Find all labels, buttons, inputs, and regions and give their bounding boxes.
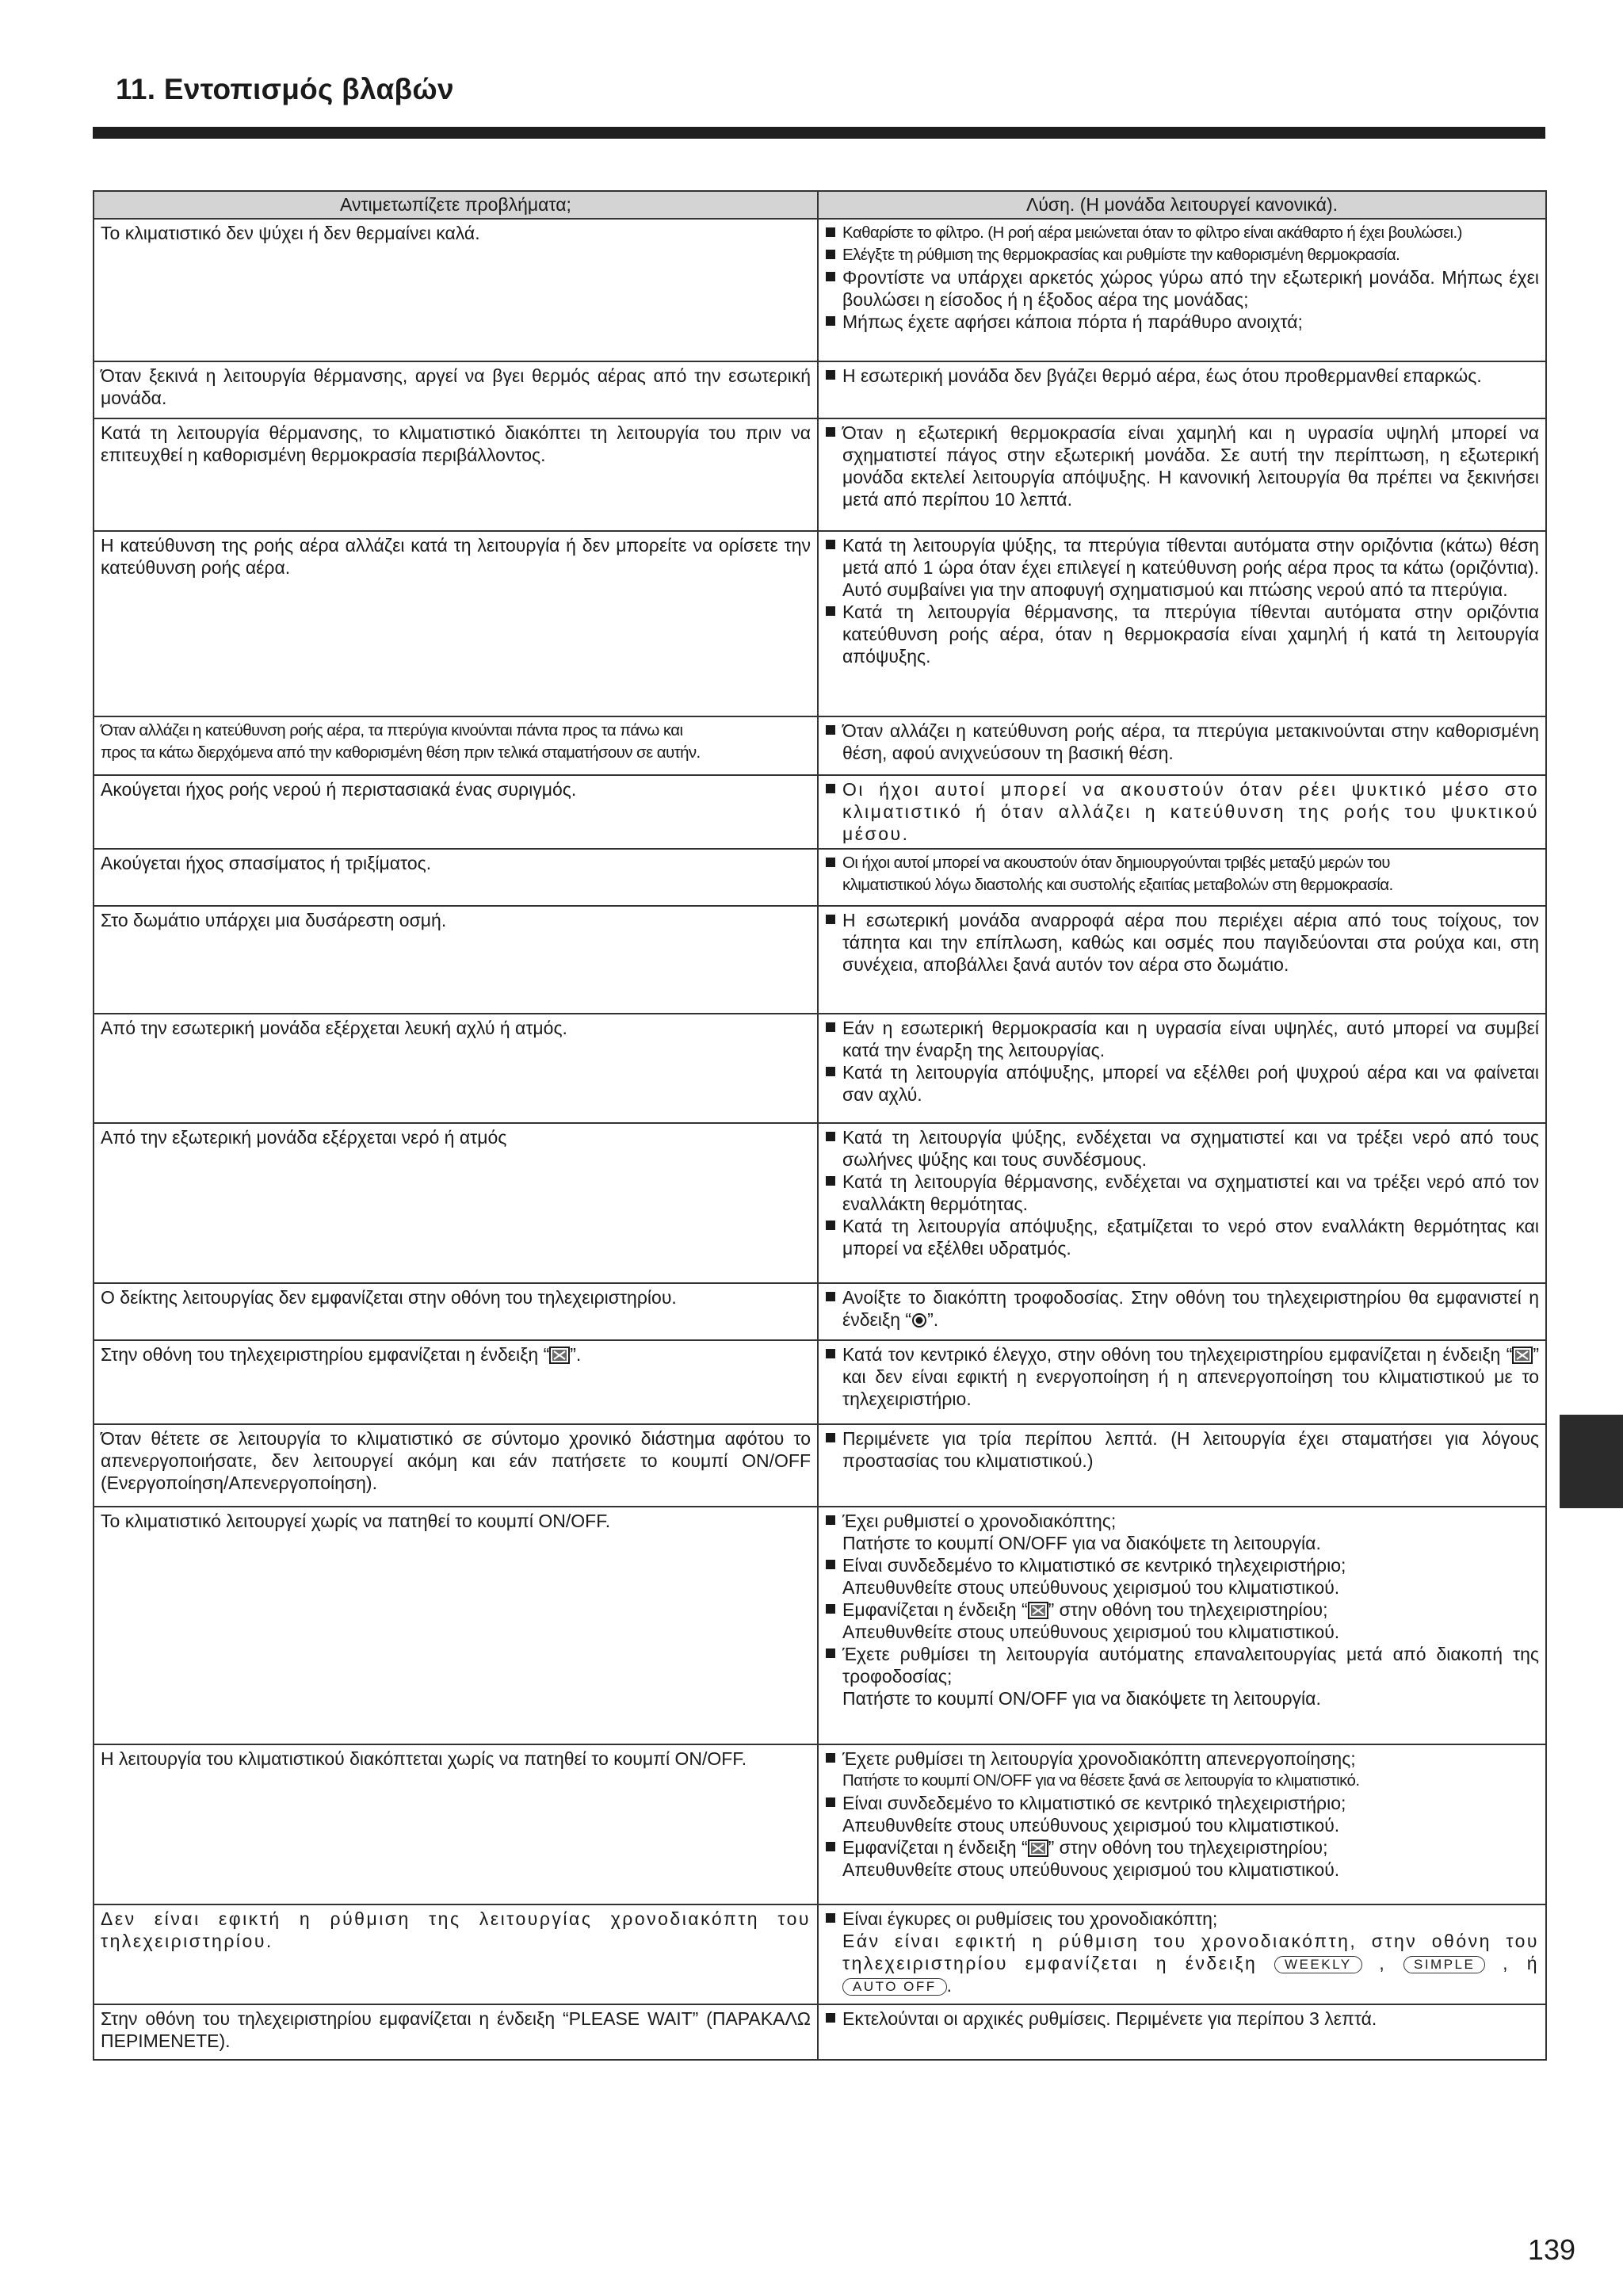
problem-cell	[94, 716, 818, 775]
solution-text: ”.	[927, 1309, 939, 1330]
table-row	[94, 1283, 1546, 1340]
solution-item: Όταν η εξωτερική θερμοκρασία είναι χαμηλή και η υγρασία υψηλή μπορεί να σχηματιστεί πάγος στην εξωτερική μονάδα. Σε αυτή την περίπτωση, η εξωτερική μονάδα εκτελεί λειτουργία απόψυξης. Η κανονική λειτουργία θα πρέπει να ξεκινήσει μετά από περίπου 10 λεπτά.	[825, 422, 1539, 510]
problem-cell: Η λειτουργία του κλιματιστικού διακόπτεται χωρίς να πατηθεί το κουμπί ON/OFF.	[94, 1744, 818, 1904]
solution-cell	[818, 1507, 1546, 1744]
solution-item	[825, 852, 1539, 896]
solution-item	[825, 1836, 1539, 1881]
table-row	[94, 531, 1546, 716]
solution-cell	[818, 1340, 1546, 1424]
table-row	[94, 2004, 1546, 2060]
solution-item	[825, 1908, 1539, 1996]
problem-cell: Στην οθόνη του τηλεχειριστηρίου εμφανίζεται η ένδειξη “PLEASE WAIT” (ΠΑΡΑΚΑΛΩ ΠΕΡΙΜΕΝΕΤΕ).	[94, 2004, 818, 2060]
solution-item	[825, 1748, 1539, 1792]
solution-item	[825, 1510, 1539, 1554]
problem-cell	[94, 1340, 818, 1424]
problem-cell: Από την εξωτερική μονάδα εξέρχεται νερό ή ατμός	[94, 1123, 818, 1283]
solution-line: Απευθυνθείτε στους υπεύθυνους χειρισμού του κλιματιστικού.	[842, 1815, 1340, 1836]
solution-text: ” στην οθόνη του τηλεχειριστηρίου;	[1048, 1599, 1328, 1620]
solution-item: Φροντίστε να υπάρχει αρκετός χώρος γύρω από την εξωτερική μονάδα. Μήπως έχει βουλώσει η είσοδος ή η έξοδος αέρα της μονάδας;	[825, 266, 1539, 311]
solution-text: Εάν είναι εφικτή η ρύθμιση του χρονοδιακόπτη, στην οθόνη του τηλεχειριστηρίου εμφανίζεται η ένδειξη	[842, 1931, 1539, 1973]
separator-text: , ή	[1503, 1953, 1539, 1973]
problem-text: ”.	[570, 1344, 582, 1365]
solution-line: Απευθυνθείτε στους υπεύθυνους χειρισμού του κλιματιστικού.	[842, 1859, 1340, 1880]
solution-item	[825, 1343, 1539, 1410]
solution-text: ” και δεν είναι εφικτή η ενεργοποίηση ή η απενεργοποίηση του κλιματιστικού με το τηλεχειριστήριο.	[842, 1344, 1539, 1409]
solution-item: Κατά τη λειτουργία θέρμανσης, ενδέχεται να σχηματιστεί και να τρέξει νερό από τον εναλλάκτη θερμότητας.	[825, 1171, 1539, 1215]
central-control-icon	[1028, 1839, 1048, 1857]
title-rule	[93, 127, 1545, 139]
solution-line: Πατήστε το κουμπί ON/OFF για να διακόψετε τη λειτουργία.	[842, 1688, 1321, 1709]
solution-line: Έχετε ρυθμίσει τη λειτουργία χρονοδιακόπτη απενεργοποίησης;	[842, 1748, 1356, 1769]
central-control-icon	[1028, 1602, 1048, 1619]
solution-cell	[818, 1424, 1546, 1507]
solution-item: Ελέγξτε τη ρύθμιση της θερμοκρασίας και ρυθμίστε την καθορισμένη θερμοκρασία.	[825, 244, 1539, 266]
solution-item	[825, 1286, 1539, 1331]
end-text: .	[946, 1975, 954, 1996]
problem-cell: Ακούγεται ήχος σπασίματος ή τριξίματος.	[94, 849, 818, 906]
solution-item: Μήπως έχετε αφήσει κάποια πόρτα ή παράθυρο ανοιχτά;	[825, 311, 1539, 333]
problem-cell: Η κατεύθυνση της ροής αέρα αλλάζει κατά τη λειτουργία ή δεν μπορείτε να ορίσετε την κατεύθυνση ροής αέρα.	[94, 531, 818, 716]
solution-line: Είναι συνδεδεμένο το κλιματιστικό σε κεντρικό τηλεχειριστήριο;	[842, 1793, 1346, 1813]
solution-line: Πατήστε το κουμπί ON/OFF για να διακόψετε τη λειτουργία.	[842, 1533, 1321, 1553]
solution-cell	[818, 418, 1546, 531]
solution-item: Εκτελούνται οι αρχικές ρυθμίσεις. Περιμένετε για περίπου 3 λεπτά.	[825, 2008, 1539, 2030]
solution-item: Κατά τη λειτουργία απόψυξης, μπορεί να εξέλθει ροή ψυχρού αέρα και να φαίνεται σαν αχλύ.	[825, 1061, 1539, 1106]
solution-line: Απευθυνθείτε στους υπεύθυνους χειρισμού του κλιματιστικού.	[842, 1577, 1340, 1598]
problem-line: προς τα κάτω διερχόμενα από την καθορισμένη θέση πριν τελικά σταματήσουν σε αυτήν.	[101, 743, 701, 762]
table-row	[94, 1744, 1546, 1904]
table-row	[94, 716, 1546, 775]
table-row	[94, 1424, 1546, 1507]
problem-cell: Από την εσωτερική μονάδα εξέρχεται λευκή αχλύ ή ατμός.	[94, 1014, 818, 1123]
solution-cell	[818, 716, 1546, 775]
solution-line: κλιματιστικού λόγω διαστολής και συστολής εξαιτίας μεταβολών στη θερμοκρασία.	[842, 876, 1393, 894]
solution-cell	[818, 361, 1546, 418]
central-control-icon	[549, 1347, 570, 1364]
table-row	[94, 1904, 1546, 2004]
problem-cell: Το κλιματιστικό λειτουργεί χωρίς να πατηθεί το κουμπί ON/OFF.	[94, 1507, 818, 1744]
solution-line	[842, 1930, 1539, 1996]
problem-text: Στην οθόνη του τηλεχειριστηρίου εμφανίζεται η ένδειξη “	[101, 1344, 550, 1365]
side-section-tab	[1560, 1415, 1623, 1508]
solution-line	[842, 1599, 1539, 1621]
solution-text: Κατά τον κεντρικό έλεγχο, στην οθόνη του τηλεχειριστηρίου εμφανίζεται η ένδειξη “	[842, 1344, 1513, 1365]
table-row	[94, 775, 1546, 849]
solution-line: Οι ήχοι αυτοί μπορεί να ακουστούν όταν δημιουργούνται τριβές μεταξύ μερών του	[842, 854, 1390, 872]
solution-item	[825, 1599, 1539, 1643]
table-row	[94, 418, 1546, 531]
problem-cell: Όταν θέτετε σε λειτουργία το κλιματιστικό σε σύντομο χρονικό διάστημα αφότου το απενεργοποιήσατε, δεν λειτουργεί ακόμη και εάν πατήσετε το κουμπί ON/OFF (Ενεργοποίηση/Απενεργοποίηση).	[94, 1424, 818, 1507]
solution-text: Εμφανίζεται η ένδειξη “	[842, 1837, 1028, 1858]
problem-line: Όταν αλλάζει η κατεύθυνση ροής αέρα, τα πτερύγια κινούνται πάντα προς τα πάνω και	[101, 721, 683, 739]
troubleshooting-table	[93, 190, 1547, 2061]
solution-cell	[818, 2004, 1546, 2060]
table-row	[94, 1014, 1546, 1123]
solution-item	[825, 1792, 1539, 1836]
problem-cell: Δεν είναι εφικτή η ρύθμιση της λειτουργίας χρονοδιακόπτη του τηλεχειριστηρίου.	[94, 1904, 818, 2004]
separator-text: ,	[1379, 1953, 1387, 1973]
solution-line: Πατήστε το κουμπί ON/OFF για να θέσετε ξανά σε λειτουργία το κλιματιστικό.	[842, 1771, 1360, 1790]
table-row	[94, 361, 1546, 418]
operation-indicator-icon	[911, 1312, 927, 1328]
table-row	[94, 1340, 1546, 1424]
auto-off-indicator: AUTO OFF	[842, 1978, 947, 1996]
solution-cell	[818, 219, 1546, 361]
weekly-indicator: WEEKLY	[1274, 1956, 1362, 1973]
solution-item: Εάν η εσωτερική θερμοκρασία και η υγρασία είναι υψηλές, αυτό μπορεί να συμβεί κατά την έναρξη της λειτουργίας.	[825, 1017, 1539, 1061]
central-control-icon	[1512, 1347, 1533, 1364]
solution-cell	[818, 1904, 1546, 2004]
solution-line: Είναι συνδεδεμένο το κλιματιστικό σε κεντρικό τηλεχειριστήριο;	[842, 1555, 1346, 1576]
solution-cell	[818, 906, 1546, 1014]
page-number: 139	[1527, 2233, 1575, 2266]
table-row	[94, 219, 1546, 361]
problem-cell: Ο δείκτης λειτουργίας δεν εμφανίζεται στην οθόνη του τηλεχειριστηρίου.	[94, 1283, 818, 1340]
solution-item: Περιμένετε για τρία περίπου λεπτά. (Η λειτουργία έχει σταματήσει για λόγους προστασίας του κλιματιστικού.)	[825, 1427, 1539, 1472]
table-row	[94, 849, 1546, 906]
solution-item: Καθαρίστε το φίλτρο. (Η ροή αέρα μειώνεται όταν το φίλτρο είναι ακάθαρτο ή έχει βουλώσει.)	[825, 222, 1539, 244]
solution-text: Εμφανίζεται η ένδειξη “	[842, 1599, 1028, 1620]
solution-cell	[818, 1744, 1546, 1904]
solution-line: Έχετε ρυθμίσει τη λειτουργία αυτόματης επαναλειτουργίας μετά από διακοπή της τροφοδοσίας;	[842, 1644, 1539, 1687]
solution-item: Όταν αλλάζει η κατεύθυνση ροής αέρα, τα πτερύγια μετακινούνται στην καθορισμένη θέση, αφού ανιχνεύσουν τη βασική θέση.	[825, 720, 1539, 764]
solution-line: Έχει ρυθμιστεί ο χρονοδιακόπτης;	[842, 1511, 1117, 1531]
page-title: 11. Εντοπισμός βλαβών	[116, 73, 454, 105]
solution-cell	[818, 1014, 1546, 1123]
solution-cell	[818, 775, 1546, 849]
solution-text: ” στην οθόνη του τηλεχειριστηρίου;	[1048, 1837, 1328, 1858]
problem-cell: Το κλιματιστικό δεν ψύχει ή δεν θερμαίνει καλά.	[94, 219, 818, 361]
header-problem: Αντιμετωπίζετε προβλήματα;	[94, 191, 818, 219]
solution-item: Η εσωτερική μονάδα αναρροφά αέρα που περιέχει αέρια από τους τοίχους, τον τάπητα και την επίπλωση, καθώς και οσμές που παγιδεύονται στα ρούχα και, στη συνέχεια, αποβάλλει ξανά αυτόν τον αέρα στο δωμάτιο.	[825, 909, 1539, 976]
solution-cell	[818, 1283, 1546, 1340]
problem-cell: Στο δωμάτιο υπάρχει μια δυσάρεστη οσμή.	[94, 906, 818, 1014]
solution-item: Κατά τη λειτουργία απόψυξης, εξατμίζεται το νερό στον εναλλάκτη θερμότητας και μπορεί να εξέλθει υδρατμός.	[825, 1215, 1539, 1259]
solution-line	[842, 1836, 1539, 1859]
solution-item: Κατά τη λειτουργία ψύξης, τα πτερύγια τίθενται αυτόματα στην οριζόντια (κάτω) θέση μετά από 1 ώρα όταν έχει επιλεγεί η κατεύθυνση ροής αέρα προς τα κάτω (οριζόντια). Αυτό συμβαίνει για την αποφυγή σχηματισμού και πτώσης νερού από τα πτερύγια.	[825, 534, 1539, 601]
solution-item: Κατά τη λειτουργία θέρμανσης, τα πτερύγια τίθενται αυτόματα στην οριζόντια κατεύθυνση ροής αέρα, όταν η θερμοκρασία είναι χαμηλή ή κατά τη λειτουργία απόψυξης.	[825, 601, 1539, 667]
solution-item	[825, 1643, 1539, 1710]
simple-indicator: SIMPLE	[1403, 1956, 1485, 1973]
problem-cell: Ακούγεται ήχος ροής νερού ή περιστασιακά ένας συριγμός.	[94, 775, 818, 849]
solution-cell	[818, 849, 1546, 906]
header-solution: Λύση. (Η μονάδα λειτουργεί κανονικά).	[818, 191, 1546, 219]
solution-item: Κατά τη λειτουργία ψύξης, ενδέχεται να σχηματιστεί και να τρέξει νερό από τους σωλήνες ψύξης και τους συνδέσμους.	[825, 1126, 1539, 1171]
table-header-row	[94, 191, 1546, 219]
problem-cell: Όταν ξεκινά η λειτουργία θέρμανσης, αργεί να βγει θερμός αέρας από την εσωτερική μονάδα.	[94, 361, 818, 418]
solution-item: Η εσωτερική μονάδα δεν βγάζει θερμό αέρα, έως ότου προθερμανθεί επαρκώς.	[825, 365, 1539, 387]
table-row	[94, 906, 1546, 1014]
table-row	[94, 1507, 1546, 1744]
solution-cell	[818, 1123, 1546, 1283]
solution-item: Οι ήχοι αυτοί μπορεί να ακουστούν όταν ρέει ψυκτικό μέσο στο κλιματιστικό ή όταν αλλάζει η κατεύθυνση της ροής του ψυκτικού μέσου.	[825, 778, 1539, 845]
table-row	[94, 1123, 1546, 1283]
solution-line: Είναι έγκυρες οι ρυθμίσεις του χρονοδιακόπτη;	[842, 1908, 1218, 1929]
solution-line: Απευθυνθείτε στους υπεύθυνους χειρισμού του κλιματιστικού.	[842, 1622, 1340, 1642]
solution-text: Ανοίξτε το διακόπτη τροφοδοσίας. Στην οθόνη του τηλεχειριστηρίου θα εμφανιστεί η ένδειξη “	[842, 1287, 1539, 1330]
solution-item	[825, 1554, 1539, 1599]
solution-cell	[818, 531, 1546, 716]
problem-cell: Κατά τη λειτουργία θέρμανσης, το κλιματιστικό διακόπτει τη λειτουργία του πριν να επιτευχθεί η καθορισμένη θερμοκρασία περιβάλλοντος.	[94, 418, 818, 531]
